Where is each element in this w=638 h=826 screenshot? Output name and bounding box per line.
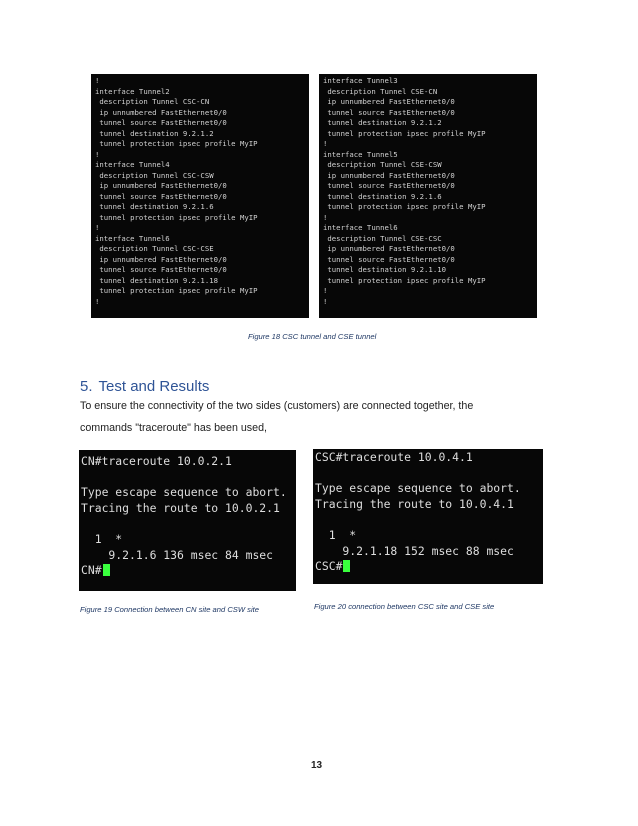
terminal-line: ip unnumbered FastEthernet0/0: [95, 107, 227, 117]
figure-18-left-terminal-screenshot: [91, 74, 309, 318]
terminal-line: description Tunnel CSC-CSW: [95, 170, 214, 180]
terminal-line: tunnel protection ipsec profile MyIP: [95, 139, 258, 148]
terminal-line: ip unnumbered FastEthernet0/0: [95, 181, 227, 190]
terminal-line: 9.2.1.18 152 msec 88 msec: [315, 543, 514, 558]
terminal-line: tunnel source FastEthernet0/0: [95, 265, 227, 274]
terminal-line: interface Tunnel3: [323, 76, 398, 85]
terminal-line: tunnel destination 9.2.1.10: [323, 265, 447, 274]
terminal-cursor: [343, 560, 350, 572]
terminal-line: [81, 470, 296, 486]
terminal-lines: [91, 74, 309, 318]
figure-19-caption: Figure 19 Connection between CN site and CSW site: [80, 605, 259, 614]
terminal-lines: [319, 74, 537, 318]
figure-20-caption: Figure 20 connection between CSC site and CSE site: [314, 602, 495, 611]
terminal-line: CN#traceroute 10.0.2.1: [81, 454, 232, 468]
terminal-line: !: [323, 139, 328, 148]
terminal-line: tunnel protection ipsec profile MyIP: [95, 286, 258, 295]
terminal-line: [81, 516, 296, 532]
terminal-line: description Tunnel CSC-CSE: [95, 244, 214, 253]
body-paragraph-line: To ensure the connectivity of the two sides (customers) are connected together, the: [80, 400, 474, 412]
terminal-line: CSC#: [315, 559, 543, 575]
terminal-line: ip unnumbered FastEthernet0/0: [323, 244, 455, 253]
terminal-line: 1 *: [81, 531, 123, 546]
body-paragraph-line: commands "traceroute" has been used,: [80, 422, 268, 434]
terminal-line: tunnel destination 9.2.1.6: [95, 202, 214, 211]
terminal-line: tunnel protection ipsec profile MyIP: [323, 128, 486, 138]
terminal-line: !: [95, 296, 100, 306]
terminal-line: !: [95, 149, 100, 159]
terminal-line: !: [95, 76, 100, 85]
terminal-line: tunnel destination 9.2.1.2: [323, 118, 442, 127]
section-heading: [80, 378, 209, 395]
section-number: 5.: [80, 378, 93, 395]
terminal-line: tunnel protection ipsec profile MyIP: [95, 212, 258, 222]
terminal-line: interface Tunnel2: [95, 86, 170, 96]
terminal-line: 9.2.1.6 136 msec 84 msec: [81, 547, 274, 562]
terminal-line: CN#: [81, 563, 296, 579]
terminal-line: tunnel destination 9.2.1.6: [323, 191, 442, 201]
terminal-line: tunnel destination 9.2.1.2: [95, 128, 214, 138]
terminal-line: !: [95, 223, 100, 232]
terminal-line: tunnel source FastEthernet0/0: [323, 254, 455, 264]
figure-19-terminal-screenshot: [79, 450, 296, 591]
terminal-line: tunnel destination 9.2.1.18: [95, 275, 219, 285]
terminal-line: tunnel source FastEthernet0/0: [95, 191, 227, 201]
terminal-line: description Tunnel CSC-CN: [95, 97, 210, 106]
terminal-line: Tracing the route to 10.0.2.1: [81, 500, 280, 515]
terminal-line: ip unnumbered FastEthernet0/0: [323, 170, 455, 180]
terminal-line: ip unnumbered FastEthernet0/0: [323, 97, 455, 106]
page-number: 13: [311, 760, 323, 771]
section-title: Test and Results: [98, 378, 210, 395]
figure-20-terminal-screenshot: [313, 449, 543, 584]
terminal-cursor: [103, 564, 110, 576]
terminal-line: description Tunnel CSE-CN: [323, 86, 438, 96]
terminal-line: tunnel source FastEthernet0/0: [323, 181, 455, 190]
figure-18-caption: Figure 18 CSC tunnel and CSE tunnel: [248, 332, 377, 341]
terminal-line: tunnel protection ipsec profile MyIP: [323, 275, 486, 285]
terminal-line: CSC#traceroute 10.0.4.1: [315, 450, 473, 464]
terminal-line: 1 *: [315, 527, 357, 542]
terminal-lines: [79, 450, 296, 591]
terminal-line: interface Tunnel6: [323, 223, 398, 232]
terminal-line: !: [323, 296, 328, 306]
terminal-line: Tracing the route to 10.0.4.1: [315, 496, 514, 511]
figure-18-right-terminal-screenshot: [319, 74, 537, 318]
terminal-line: interface Tunnel5: [323, 149, 398, 159]
terminal-line: description Tunnel CSE-CSW: [323, 160, 442, 169]
terminal-line: [315, 466, 543, 482]
terminal-line: tunnel source FastEthernet0/0: [323, 107, 455, 117]
terminal-line: Type escape sequence to abort.: [315, 481, 521, 496]
terminal-line: description Tunnel CSE-CSC: [323, 233, 442, 243]
terminal-line: Type escape sequence to abort.: [81, 485, 287, 500]
terminal-line: [315, 512, 543, 528]
terminal-line: interface Tunnel4: [95, 160, 170, 169]
terminal-lines: [313, 449, 543, 584]
terminal-line: tunnel source FastEthernet0/0: [95, 118, 227, 127]
terminal-line: !: [323, 212, 328, 222]
terminal-line: interface Tunnel6: [95, 233, 170, 243]
terminal-line: tunnel protection ipsec profile MyIP: [323, 202, 486, 211]
terminal-line: ip unnumbered FastEthernet0/0: [95, 254, 227, 264]
terminal-line: !: [323, 286, 328, 295]
